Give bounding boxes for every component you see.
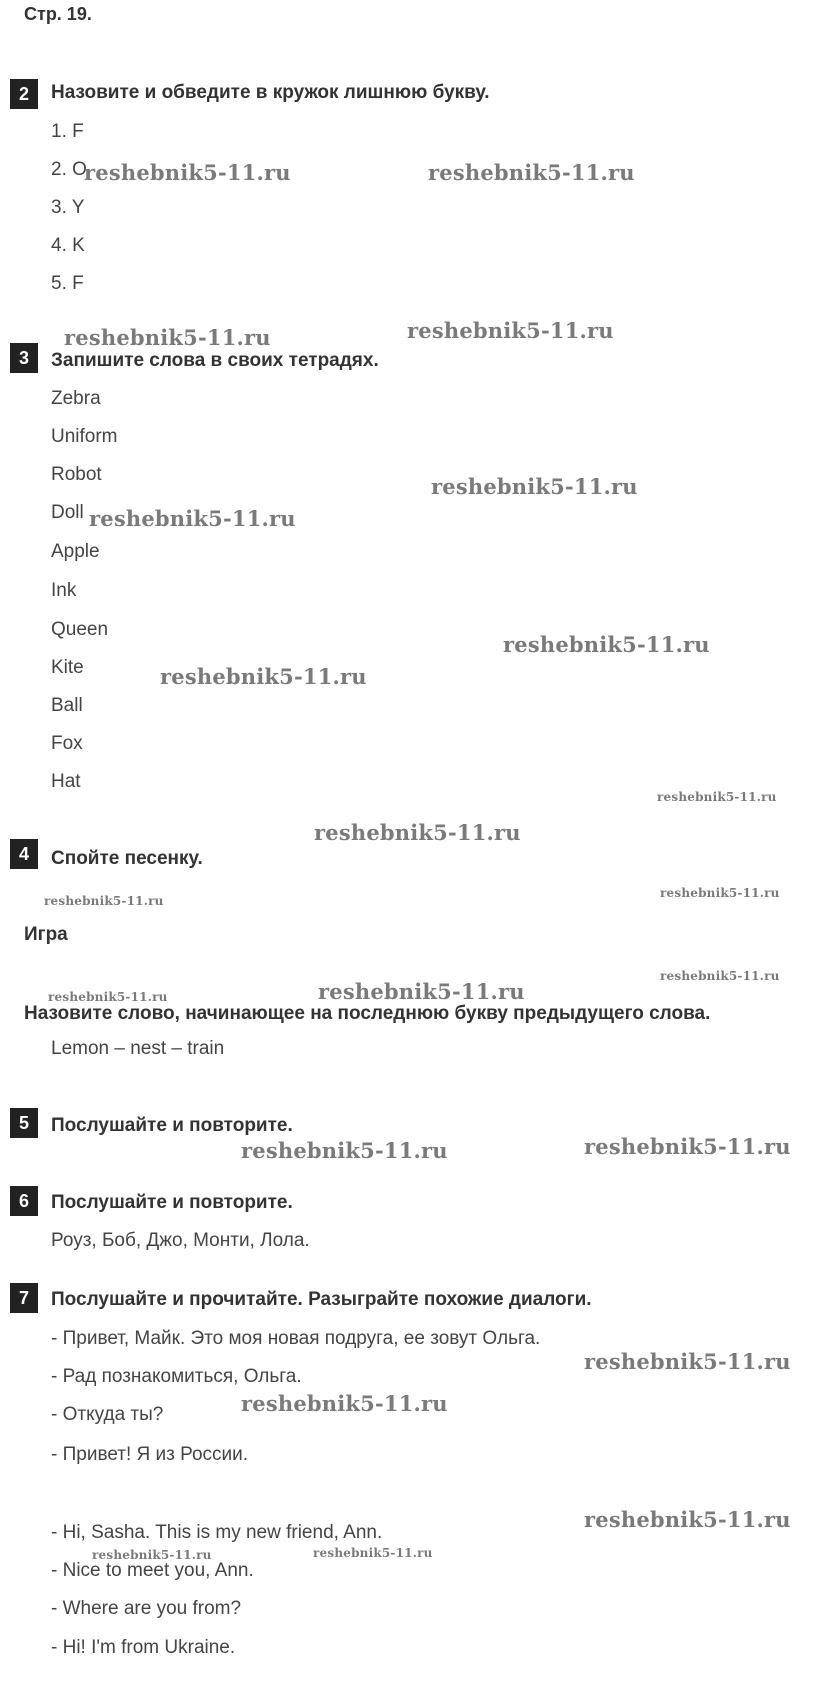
watermark: reshebnik5-11.ru xyxy=(660,969,780,983)
list-item: 2. O xyxy=(51,159,87,180)
task-7-title: Послушайте и прочитайте. Разыграйте похожие диалоги. xyxy=(51,1289,592,1310)
task-4-title: Спойте песенку. xyxy=(51,848,203,869)
watermark: reshebnik5-11.ru xyxy=(428,160,635,185)
watermark: reshebnik5-11.ru xyxy=(160,664,367,689)
watermark: reshebnik5-11.ru xyxy=(48,990,168,1004)
list-item: Ball xyxy=(51,695,83,716)
dialog-line: - Hi! I'm from Ukraine. xyxy=(51,1637,236,1658)
list-item: Zebra xyxy=(51,388,101,409)
page-title: Стр. 19. xyxy=(24,4,92,24)
list-item: Uniform xyxy=(51,426,118,447)
watermark: reshebnik5-11.ru xyxy=(407,318,614,343)
game-example: Lemon – nest – train xyxy=(51,1038,225,1059)
list-item: Robot xyxy=(51,464,102,485)
watermark: reshebnik5-11.ru xyxy=(241,1391,448,1416)
watermark: reshebnik5-11.ru xyxy=(313,1546,433,1560)
game-instruction: Назовите слово, начинающее на последнюю букву предыдущего слова. xyxy=(24,1003,711,1024)
dialog-line: - Hi, Sasha. This is my new friend, Ann. xyxy=(51,1522,383,1543)
task-6-title: Послушайте и повторите. xyxy=(51,1192,293,1213)
list-item: Doll xyxy=(51,502,84,523)
watermark: reshebnik5-11.ru xyxy=(660,886,780,900)
dialog-line: - Nice to meet you, Ann. xyxy=(51,1560,254,1581)
dialog-line: - Откуда ты? xyxy=(51,1404,164,1425)
watermark: reshebnik5-11.ru xyxy=(318,979,525,1004)
watermark: reshebnik5-11.ru xyxy=(584,1507,791,1532)
watermark: reshebnik5-11.ru xyxy=(241,1138,448,1163)
watermark: reshebnik5-11.ru xyxy=(314,820,521,845)
list-item: Apple xyxy=(51,541,100,562)
task-3-number: 3 xyxy=(10,343,38,373)
watermark: reshebnik5-11.ru xyxy=(503,632,710,657)
list-item: 1. F xyxy=(51,121,84,142)
task-5-title: Послушайте и повторите. xyxy=(51,1115,293,1136)
dialog-line: - Where are you from? xyxy=(51,1598,242,1619)
task-7-number: 7 xyxy=(10,1283,38,1313)
watermark: reshebnik5-11.ru xyxy=(84,160,291,185)
list-item: 5. F xyxy=(51,273,84,294)
watermark: reshebnik5-11.ru xyxy=(44,894,164,908)
list-item: Ink xyxy=(51,580,77,601)
watermark: reshebnik5-11.ru xyxy=(657,790,777,804)
list-item: Kite xyxy=(51,657,84,678)
dialog-line: - Привет, Майк. Это моя новая подруга, ее зовут Ольга. xyxy=(51,1328,541,1349)
list-item: Hat xyxy=(51,771,81,792)
task-2-number: 2 xyxy=(10,79,38,109)
dialog-line: - Рад познакомиться, Ольга. xyxy=(51,1366,302,1387)
list-item: Queen xyxy=(51,619,109,640)
task-6-text: Роуз, Боб, Джо, Монти, Лола. xyxy=(51,1230,310,1251)
task-5-number: 5 xyxy=(10,1108,38,1138)
dialog-line: - Привет! Я из России. xyxy=(51,1444,249,1465)
task-4-number: 4 xyxy=(10,839,38,869)
task-2-title: Назовите и обведите в кружок лишнюю букву. xyxy=(51,82,490,103)
watermark: reshebnik5-11.ru xyxy=(89,506,296,531)
watermark: reshebnik5-11.ru xyxy=(584,1134,791,1159)
list-item: 3. Y xyxy=(51,197,85,218)
watermark: reshebnik5-11.ru xyxy=(431,474,638,499)
task-3-title: Запишите слова в своих тетрадях. xyxy=(51,350,379,371)
game-heading: Игра xyxy=(24,924,68,945)
watermark: reshebnik5-11.ru xyxy=(92,1548,212,1562)
task-6-number: 6 xyxy=(10,1186,38,1216)
watermark: reshebnik5-11.ru xyxy=(64,325,271,350)
list-item: Fox xyxy=(51,733,83,754)
watermark: reshebnik5-11.ru xyxy=(584,1349,791,1374)
list-item: 4. K xyxy=(51,235,85,256)
